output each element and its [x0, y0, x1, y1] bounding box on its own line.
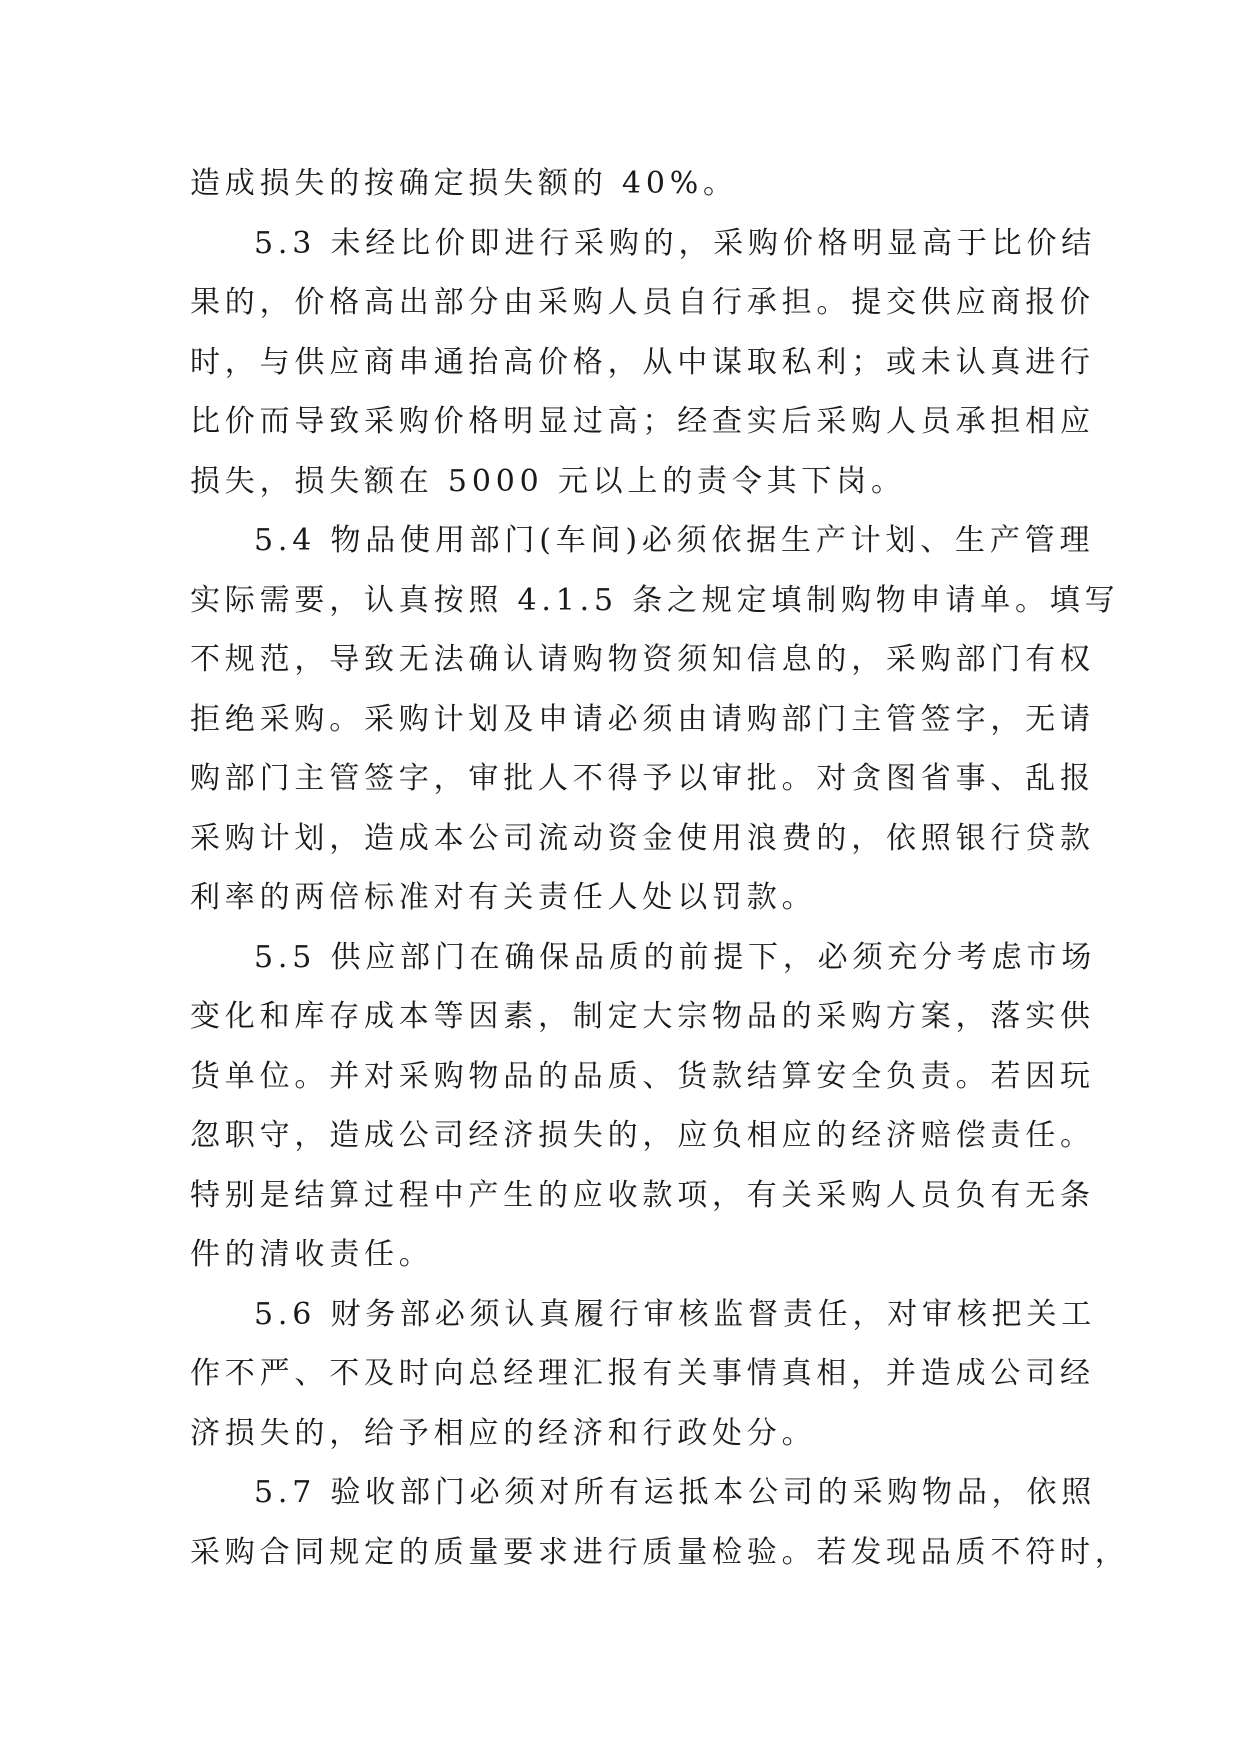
text-line: 5.4 物品使用部门(车间)必须依据生产计划、生产管理 — [254, 523, 1095, 558]
text-line: 损失，损失额在 5000 元以上的责令其下岗。 — [190, 463, 906, 499]
text-line: 比价而导致采购价格明显过高；经查实后采购人员承担相应 — [190, 404, 1095, 439]
text-line: 购部门主管签字，审批人不得予以审批。对贪图省事、乱报 — [190, 761, 1095, 796]
text-line: 造成损失的按确定损失额的 40%。 — [190, 166, 738, 201]
text-line: 利率的两倍标准对有关责任人处以罚款。 — [190, 880, 817, 915]
text-line: 件的清收责任。 — [190, 1237, 434, 1272]
text-line: 采购合同规定的质量要求进行质量检验。若发现品质不符时， — [190, 1534, 1130, 1570]
text-line: 5.6 财务部必须认真履行审核监督责任，对审核把关工 — [254, 1296, 1097, 1332]
text-line: 5.7 验收部门必须对所有运抵本公司的采购物品，依照 — [254, 1475, 1097, 1510]
text-line: 特别是结算过程中产生的应收款项，有关采购人员负有无条 — [190, 1177, 1095, 1213]
text-line: 货单位。并对采购物品的品质、货款结算安全负责。若因玩 — [190, 1058, 1095, 1094]
text-line: 采购计划，造成本公司流动资金使用浪费的，依照银行贷款 — [190, 820, 1095, 856]
text-line: 时，与供应商串通抬高价格，从中谋取私利；或未认真进行 — [190, 344, 1095, 380]
text-line: 果的，价格高出部分由采购人员自行承担。提交供应商报价 — [190, 285, 1095, 320]
text-line: 5.3 未经比价即进行采购的，采购价格明显高于比价结 — [254, 225, 1097, 261]
document-body — [190, 154, 1130, 1582]
text-line: 5.5 供应部门在确保品质的前提下，必须充分考虑市场 — [254, 939, 1097, 975]
text-line: 变化和库存成本等因素，制定大宗物品的采购方案，落实供 — [190, 999, 1095, 1034]
text-line: 忽职守，造成公司经济损失的，应负相应的经济赔偿责任。 — [190, 1118, 1095, 1153]
text-line: 不规范，导致无法确认请购物资须知信息的，采购部门有权 — [190, 642, 1095, 677]
text-line: 实际需要，认真按照 4.1.5 条之规定填制购物申请单。填写 — [190, 582, 1120, 618]
text-line: 济损失的，给予相应的经济和行政处分。 — [190, 1415, 817, 1451]
text-line: 拒绝采购。采购计划及申请必须由请购部门主管签字，无请 — [190, 701, 1095, 737]
text-line: 作不严、不及时向总经理汇报有关事情真相，并造成公司经 — [190, 1356, 1095, 1391]
